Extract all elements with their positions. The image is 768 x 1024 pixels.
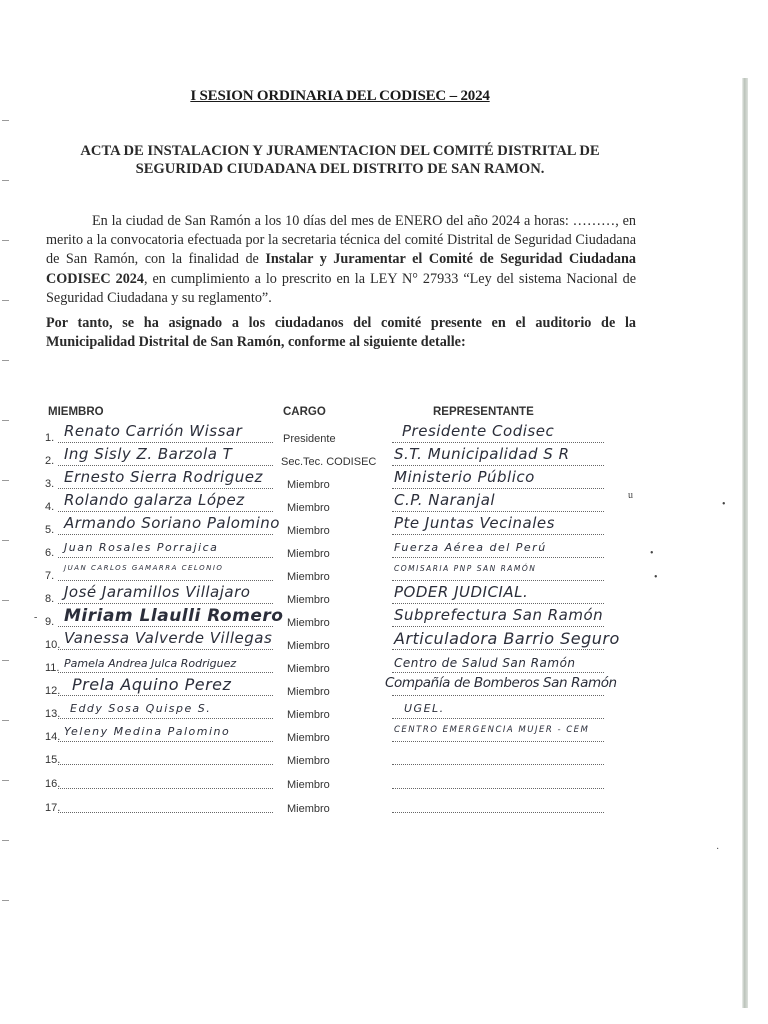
row-number: 9. bbox=[45, 616, 55, 628]
member-signature-name: Vanessa Valverde Villegas bbox=[64, 629, 273, 647]
row-number: 3. bbox=[45, 478, 55, 490]
member-signature-name: Ing Sisly Z. Barzola T bbox=[64, 445, 233, 463]
name-line bbox=[58, 741, 273, 742]
representative-handwritten: COMISARIA PNP SAN RAMÓN bbox=[394, 564, 537, 573]
member-signature-name: Rolando galarza López bbox=[64, 491, 245, 509]
member-signature-name: Renato Carrión Wissar bbox=[64, 422, 243, 440]
rep-line bbox=[392, 695, 604, 696]
row-number: 11. bbox=[45, 662, 60, 674]
member-signature-name: Ernesto Sierra Rodriguez bbox=[64, 468, 263, 486]
name-line bbox=[58, 465, 273, 466]
rep-line bbox=[392, 788, 604, 789]
cargo-label: Miembro bbox=[287, 663, 330, 675]
cargo-label: Presidente bbox=[283, 433, 336, 445]
rep-line bbox=[392, 764, 604, 765]
representative-handwritten: C.P. Naranjal bbox=[394, 491, 496, 509]
representative-handwritten: Presidente Codisec bbox=[402, 422, 555, 440]
row-number: 10. bbox=[45, 639, 61, 651]
cargo-label: Miembro bbox=[287, 803, 330, 815]
member-row bbox=[0, 514, 768, 540]
member-row bbox=[0, 629, 768, 655]
cargo-label: Miembro bbox=[287, 525, 330, 537]
member-row bbox=[0, 796, 768, 818]
cargo-label: Miembro bbox=[287, 617, 330, 629]
rep-line bbox=[392, 649, 604, 650]
rep-line bbox=[392, 672, 604, 673]
name-line bbox=[58, 672, 273, 673]
intro-text-1: En la ciudad de San Ramón a los 10 días del mes de ENERO del año 2024 a horas: ………, en merito a la convocatoria efectuada por la secretaria técnica del comité Distrital de Seguridad Ciudadana de San Ramón, con la finalidad de bbox=[46, 213, 636, 268]
member-signature-name: Yeleny Medina Palomino bbox=[64, 725, 231, 738]
acta-title-line2: SEGURIDAD CIUDADANA DEL DISTRITO DE SAN RAMON. bbox=[135, 161, 545, 177]
representative-handwritten: Fuerza Aérea del Perú bbox=[394, 541, 547, 554]
name-line bbox=[58, 488, 273, 489]
intro-text-bold: Instalar y Juramentar el Comité de Seguridad Ciudadana CODISEC 2024 bbox=[46, 251, 636, 287]
representative-handwritten: Compañía de Bomberos San Ramón bbox=[385, 675, 617, 691]
cargo-label: Miembro bbox=[287, 755, 330, 767]
row-number: 8. bbox=[45, 593, 55, 605]
member-row bbox=[0, 725, 768, 747]
detail-paragraph: Por tanto, se ha asignado a los ciudadanos del comité presente en el auditorio de la Municipalidad Distrital de San Ramón, conforme al siguiente detalle: bbox=[46, 315, 636, 351]
name-line bbox=[58, 534, 273, 535]
member-row bbox=[0, 702, 768, 724]
representative-handwritten: Pte Juntas Vecinales bbox=[394, 514, 555, 532]
name-line bbox=[58, 557, 273, 558]
representative-handwritten: Centro de Salud San Ramón bbox=[394, 656, 576, 670]
name-line bbox=[58, 764, 273, 765]
row-number: 13. bbox=[45, 708, 61, 720]
name-line bbox=[58, 718, 273, 719]
cargo-label: Miembro bbox=[287, 732, 330, 744]
member-signature-name: JUAN CARLOS GAMARRA CELONIO bbox=[64, 564, 224, 572]
representative-handwritten: Articuladora Barrio Seguro bbox=[394, 629, 620, 648]
session-title: I SESION ORDINARIA DEL CODISEC – 2024 bbox=[190, 88, 490, 104]
member-row bbox=[0, 675, 768, 701]
member-signature-name: Eddy Sosa Quispe S. bbox=[70, 702, 212, 715]
name-line bbox=[58, 511, 273, 512]
cargo-label: Miembro bbox=[287, 686, 330, 698]
row-number: 16. bbox=[45, 778, 61, 790]
rep-line bbox=[392, 442, 604, 443]
rep-line bbox=[392, 488, 604, 489]
name-line bbox=[58, 788, 273, 789]
rep-line bbox=[392, 741, 604, 742]
representative-handwritten: S.T. Municipalidad S R bbox=[394, 445, 570, 463]
row-number: 17. bbox=[45, 802, 61, 814]
acta-title-line1: ACTA DE INSTALACION Y JURAMENTACION DEL COMITÉ DISTRITAL DE bbox=[80, 143, 600, 159]
rep-line bbox=[392, 812, 604, 813]
representative-handwritten: Subprefectura San Ramón bbox=[394, 606, 604, 624]
rep-line bbox=[392, 580, 604, 581]
name-line bbox=[58, 649, 273, 650]
rep-line bbox=[392, 557, 604, 558]
name-line bbox=[58, 812, 273, 813]
rep-line bbox=[392, 511, 604, 512]
name-line bbox=[58, 695, 273, 696]
rep-line bbox=[392, 465, 604, 466]
rep-line bbox=[392, 718, 604, 719]
cargo-label: Miembro bbox=[287, 571, 330, 583]
member-signature-name: Prela Aquino Perez bbox=[72, 675, 232, 694]
row-number: 6. bbox=[45, 547, 55, 559]
cargo-label: Sec.Tec. CODISEC bbox=[281, 456, 377, 468]
acta-title bbox=[40, 142, 640, 178]
cargo-label: Miembro bbox=[287, 779, 330, 791]
intro-text-2: , en cumplimiento a lo prescrito en la LEY N° 27933 “Ley del sistema Nacional de Seguridad Ciudadana y su reglamento”. bbox=[46, 270, 636, 306]
representative-handwritten: PODER JUDICIAL. bbox=[394, 583, 529, 601]
column-header-miembro: MIEMBRO bbox=[48, 406, 104, 418]
member-signature-name: José Jaramillos Villajaro bbox=[64, 583, 251, 601]
cargo-label: Miembro bbox=[287, 594, 330, 606]
member-signature-name: Juan Rosales Porrajica bbox=[64, 541, 219, 554]
column-header-representante: REPRESENTANTE bbox=[433, 406, 534, 418]
representative-handwritten: Ministerio Público bbox=[394, 468, 535, 486]
cargo-label: Miembro bbox=[287, 709, 330, 721]
rep-line bbox=[392, 626, 604, 627]
rep-line bbox=[392, 603, 604, 604]
representative-handwritten: UGEL. bbox=[404, 702, 445, 715]
member-row bbox=[0, 748, 768, 770]
row-number: 7. bbox=[45, 570, 55, 582]
name-line bbox=[58, 603, 273, 604]
row-number: 5. bbox=[45, 524, 55, 536]
row-number: 15. bbox=[45, 754, 61, 766]
row-number: 14. bbox=[45, 731, 61, 743]
row-number: 12. bbox=[45, 685, 61, 697]
representative-handwritten: CENTRO EMERGENCIA MUJER - CEM bbox=[394, 725, 590, 735]
name-line bbox=[58, 580, 273, 581]
column-header-cargo: CARGO bbox=[283, 406, 326, 418]
intro-paragraph bbox=[46, 212, 636, 308]
member-signature-name: Armando Soriano Palomino bbox=[64, 514, 280, 532]
member-signature-name: Miriam Llaulli Romero bbox=[64, 606, 284, 626]
cargo-label: Miembro bbox=[287, 479, 330, 491]
cargo-label: Miembro bbox=[287, 548, 330, 560]
name-line bbox=[58, 626, 273, 627]
row-number: 1. bbox=[45, 432, 55, 444]
cargo-label: Miembro bbox=[287, 502, 330, 514]
member-row bbox=[0, 772, 768, 794]
cargo-label: Miembro bbox=[287, 640, 330, 652]
row-number: 4. bbox=[45, 501, 55, 513]
member-signature-name: Pamela Andrea Julca Rodriguez bbox=[64, 657, 237, 670]
rep-line bbox=[392, 534, 604, 535]
name-line bbox=[58, 442, 273, 443]
row-number: 2. bbox=[45, 455, 55, 467]
